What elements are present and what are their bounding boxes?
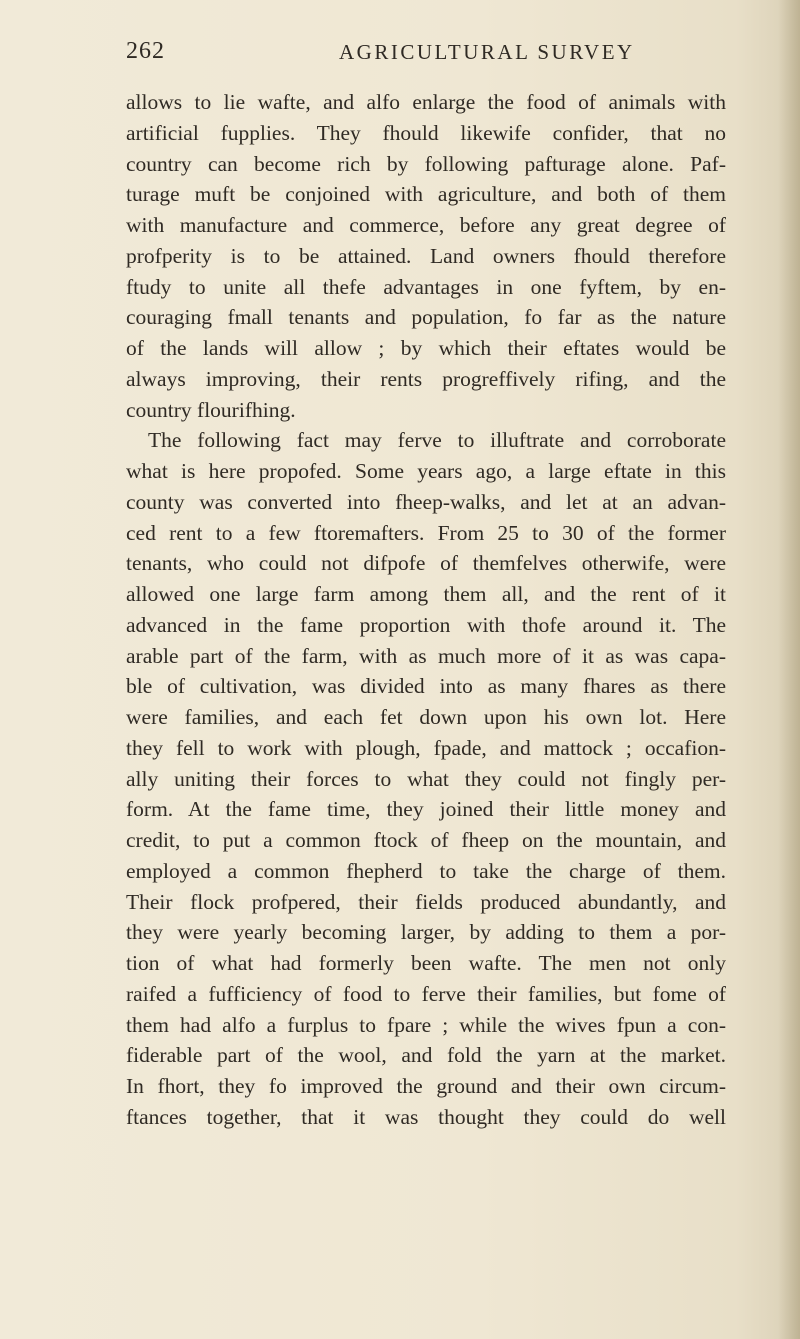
text-line: were families, and each fet down upon his own lot. Here <box>126 705 726 729</box>
text-line: allows to lie wafte, and alfo enlarge the food of animals with <box>126 90 726 114</box>
text-line: ftances together, that it was thought they could do well <box>126 1104 726 1129</box>
text-line: them had alfo a furplus to fpare ; while the wives fpun a con- <box>126 1012 726 1037</box>
text-line: ble of cultivation, was divided into as many fhares as there <box>126 674 726 699</box>
text-line: ced rent to a few ftoremafters. From 25 to 30 of the former <box>126 520 726 545</box>
text-line: tenants, who could not difpofe of themfelves otherwife, were <box>126 551 726 576</box>
text-line: always improving, their rents progreffively rifing, and the <box>126 366 726 391</box>
text-line: county was converted into fheep-walks, and let at an advan- <box>126 489 726 514</box>
text-line: artificial fupplies. They fhould likewife confider, that no <box>126 120 726 145</box>
text-line: form. At the fame time, they joined their little money and <box>126 797 726 822</box>
page-number: 262 <box>126 38 165 64</box>
text-line: fiderable part of the wool, and fold the yarn at the market. <box>126 1043 726 1068</box>
page-header <box>126 38 726 74</box>
text-line: profperity is to be attained. Land owners fhould therefore <box>126 243 726 268</box>
text-line: raifed a fufficiency of food to ferve their families, but fome of <box>126 981 726 1006</box>
page-edge-shadow <box>778 0 800 1339</box>
text-line: tion of what had formerly been wafte. The men not only <box>126 951 726 975</box>
body-text <box>126 87 726 1133</box>
paragraph-first-line: The following fact may ferve to illuftrate and corroborate <box>148 428 726 453</box>
running-head: AGRICULTURAL SURVEY <box>339 40 635 64</box>
text-line: couraging fmall tenants and population, fo far as the nature <box>126 305 726 330</box>
text-line: In fhort, they fo improved the ground and their own circum- <box>126 1074 726 1098</box>
text-line: they fell to work with plough, fpade, and mattock ; occafion- <box>126 735 726 760</box>
text-line: they were yearly becoming larger, by adding to them a por- <box>126 920 726 945</box>
text-line: allowed one large farm among them all, and the rent of it <box>126 582 726 606</box>
text-line: country can become rich by following pafturage alone. Paf- <box>126 151 726 176</box>
text-line: credit, to put a common ftock of fheep on the mountain, and <box>126 828 726 852</box>
text-line: with manufacture and commerce, before any great degree of <box>126 213 726 237</box>
text-line: ally uniting their forces to what they could not fingly per- <box>126 766 726 791</box>
text-line: Their flock profpered, their fields produced abundantly, and <box>126 889 726 914</box>
text-line: what is here propofed. Some years ago, a large eftate in this <box>126 459 726 483</box>
text-line: arable part of the farm, with as much more of it as was capa- <box>126 643 726 668</box>
text-line: turage muft be conjoined with agriculture, and both of them <box>126 182 726 207</box>
paragraph-end-line: country flourifhing. <box>126 397 296 422</box>
text-line: advanced in the fame proportion with thofe around it. The <box>126 612 726 637</box>
text-line: employed a common fhepherd to take the charge of them. <box>126 858 726 883</box>
text-line: ftudy to unite all thefe advantages in one fyftem, by en- <box>126 274 726 299</box>
text-line: of the lands will allow ; by which their eftates would be <box>126 336 726 360</box>
